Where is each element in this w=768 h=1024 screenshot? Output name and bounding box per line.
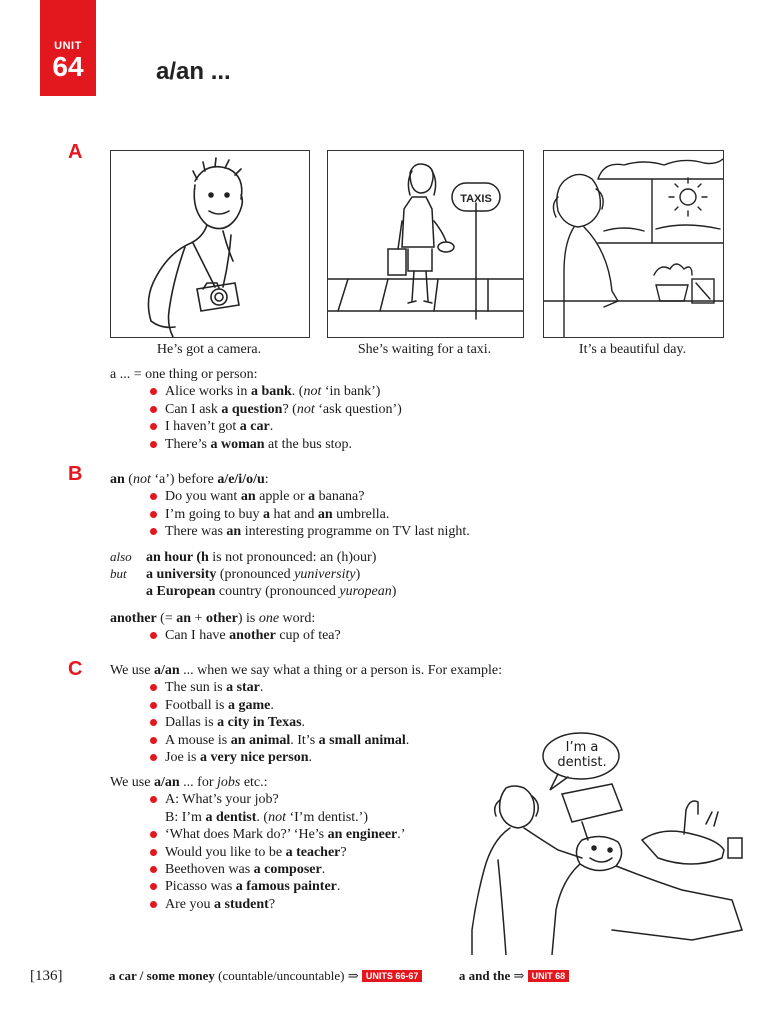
list-item: Alice works in a bank. (not ‘in bank’)	[110, 383, 402, 400]
list-item: Beethoven was a composer.	[110, 861, 405, 878]
unit-68-tag[interactable]: UNIT 68	[528, 970, 570, 982]
caption-beautiful-day: It’s a beautiful day.	[578, 342, 687, 357]
section-letter-c: C	[68, 658, 83, 680]
woman-at-window-drawing	[544, 151, 723, 337]
list-item: I’m going to buy a hat and an umbrella.	[110, 506, 470, 523]
list-item: Do you want an apple or a banana?	[110, 488, 470, 505]
but-line-2: a European country (pronounced yuropean)	[146, 583, 397, 599]
another-intro: another (= an + other) is one word:	[110, 611, 316, 626]
list-item: Can I ask a question? (not ‘ask question’)	[110, 401, 402, 418]
section-a-intro: a ... = one thing or person:	[110, 367, 258, 382]
list-item: There’s a woman at the bus stop.	[110, 436, 402, 453]
but-line: but a university (pronounced yuniversity)	[110, 566, 361, 583]
illustration-taxi	[327, 150, 524, 338]
list-item: Are you a student?	[110, 896, 405, 913]
footer	[30, 968, 569, 985]
list-item: Football is a game.	[110, 697, 502, 714]
section-b-text	[110, 471, 470, 541]
list-item: The sun is a star.	[110, 679, 502, 696]
unit-title: a/an ...	[156, 58, 231, 85]
list-item: Joe is a very nice person.	[110, 749, 502, 766]
section-b-another	[110, 610, 341, 645]
taxi-sign-text: TAXIS	[460, 193, 492, 205]
list-item-continuation: B: I’m a dentist. (not ‘I’m dentist.’)	[165, 809, 368, 825]
section-letter-a: A	[68, 141, 83, 163]
list-item: Can I have another cup of tea?	[110, 627, 341, 644]
section-a-text	[110, 366, 402, 453]
list-item: I haven’t got a car.	[110, 418, 402, 435]
unit-label: UNIT	[54, 40, 82, 52]
page-number: [136]	[30, 968, 63, 984]
footer-ref-2-bold: a and the	[458, 968, 511, 983]
list-item: Dallas is a city in Texas.	[110, 714, 502, 731]
section-b-also-but	[110, 548, 396, 600]
section-c-intro-2: We use a/an ... for jobs etc.:	[110, 775, 268, 790]
unit-number: 64	[52, 51, 84, 82]
footer-ref-2-text: ⇒	[510, 968, 528, 983]
dentist-illustration	[462, 730, 762, 955]
section-letter-b: B	[68, 463, 83, 485]
list-item: A mouse is an animal. It’s a small animal.	[110, 732, 502, 749]
also-line: also an hour (h is not pronounced: an (h)our)	[110, 549, 377, 565]
list-item: There was an interesting programme on TV last night.	[110, 523, 470, 540]
man-with-camera-drawing	[111, 151, 309, 337]
unit-badge	[40, 0, 96, 96]
section-b-intro: an (not ‘a’) before a/e/i/o/u:	[110, 472, 269, 487]
list-item: Would you like to be a teacher?	[110, 844, 405, 861]
illustration-beautiful-day	[543, 150, 724, 338]
section-c-text-2	[110, 774, 405, 913]
caption-camera: He’s got a camera.	[156, 342, 262, 357]
list-item: Picasso was a famous painter.	[110, 878, 405, 895]
speech-bubble-text: I’m a dentist.	[557, 740, 607, 770]
list-item: A: What’s your job?	[110, 791, 405, 808]
footer-ref-1-text: (countable/uncountable) ⇒	[214, 968, 362, 983]
units-66-67-tag[interactable]: UNITS 66-67	[362, 970, 423, 982]
list-item: ‘What does Mark do?’ ‘He’s an engineer.’	[110, 826, 405, 843]
section-c-intro-1: We use a/an ... when we say what a thing or a person is. For example:	[110, 663, 502, 678]
woman-at-taxi-stop-drawing	[328, 151, 523, 337]
caption-taxi: She’s waiting for a taxi.	[357, 342, 492, 357]
footer-ref-1-bold: a car / some money	[109, 968, 215, 983]
illustration-camera	[110, 150, 310, 338]
section-c-text-1	[110, 662, 502, 766]
